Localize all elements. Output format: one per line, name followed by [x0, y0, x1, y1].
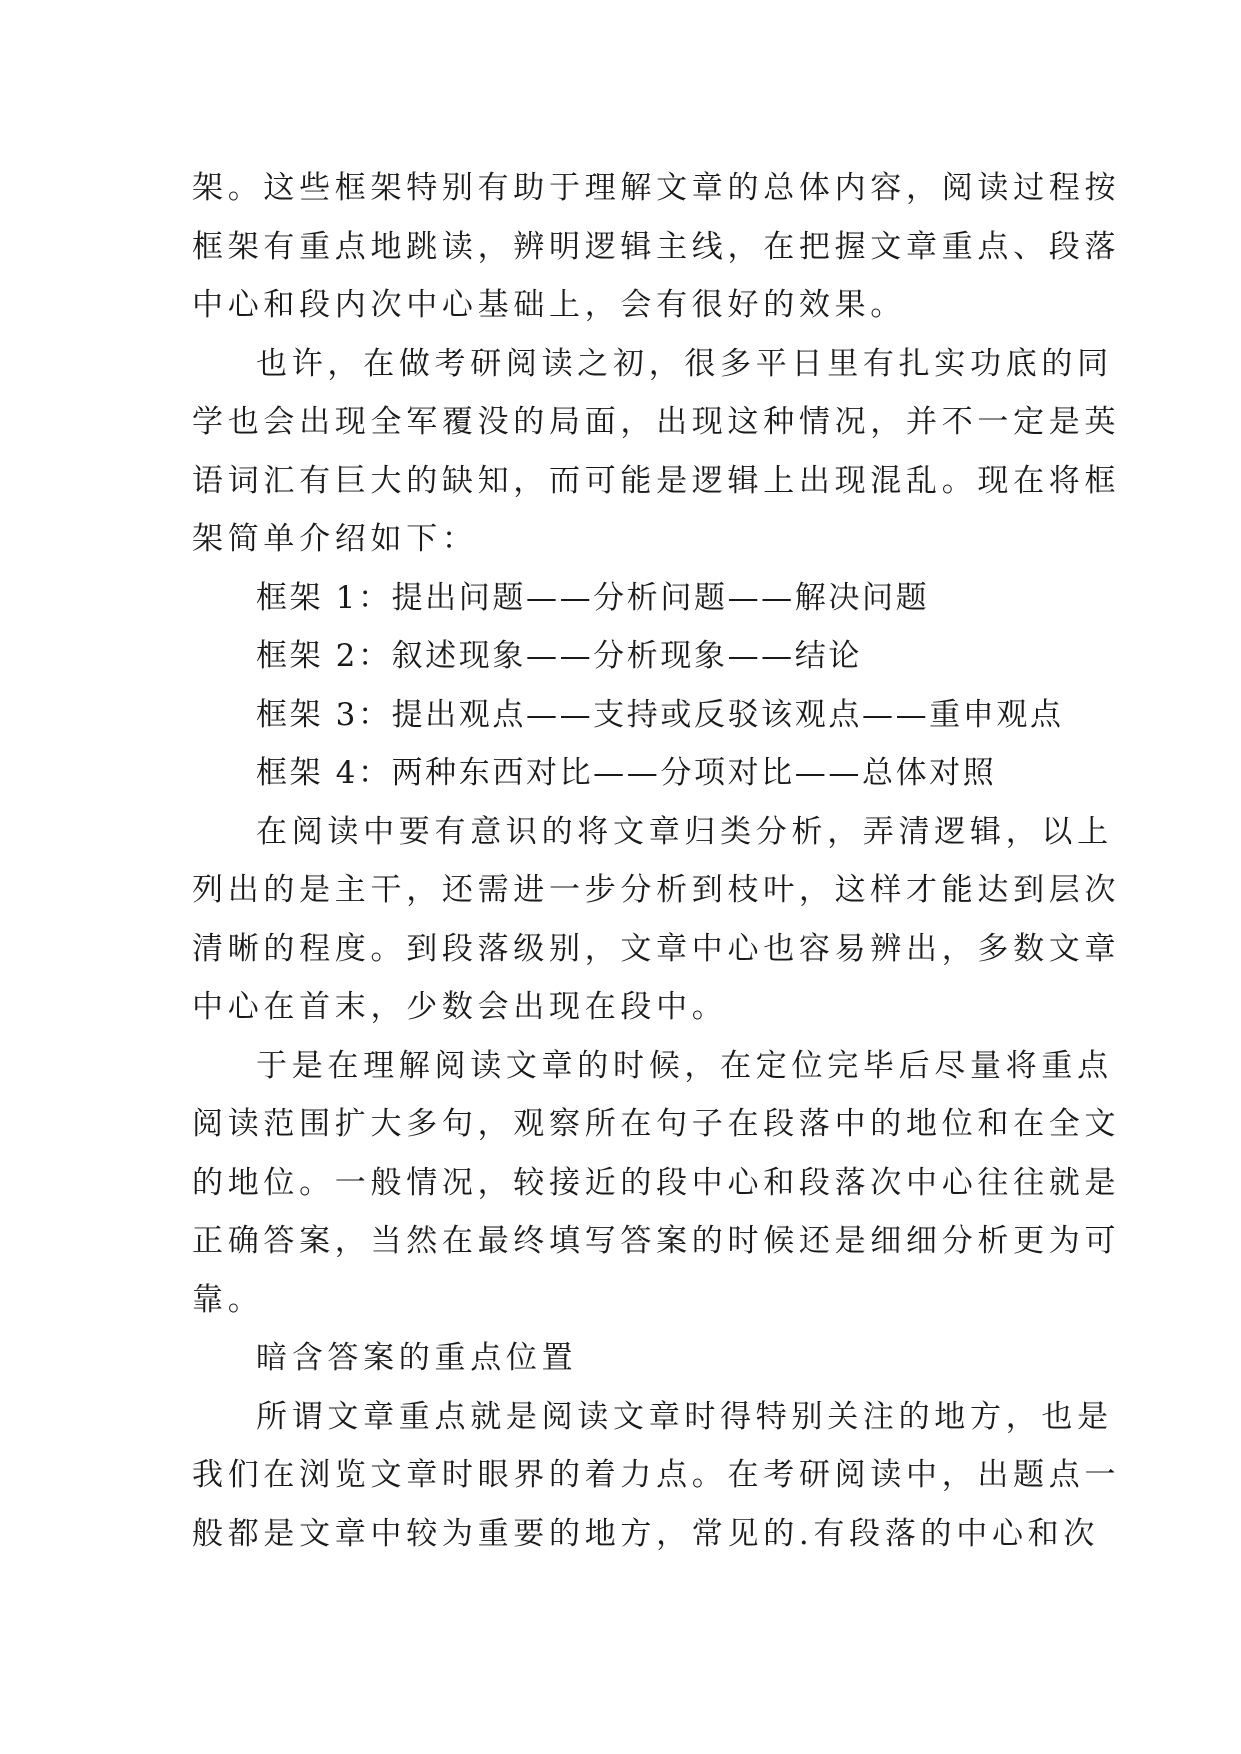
text-line: 清晰的程度。到段落级别，文章中心也容易辨出，多数文章 [192, 931, 1121, 967]
text-line: 语词汇有巨大的缺知，而可能是逻辑上出现混乱。现在将框 [192, 463, 1121, 499]
text-line: 我们在浏览文章时眼界的着力点。在考研阅读中，出题点一 [192, 1457, 1121, 1493]
framework-item: 框架 4：两种东西对比——分项对比——总体对照 [256, 755, 997, 791]
text-line: 的地位。一般情况，较接近的段中心和段落次中心往往就是 [192, 1165, 1121, 1201]
text-line: 架简单介绍如下： [192, 521, 478, 557]
paragraph-first-line: 所谓文章重点就是阅读文章时得特别关注的地方，也是 [256, 1399, 1113, 1435]
paragraph-first-line: 于是在理解阅读文章的时候，在定位完毕后尽量将重点 [256, 1048, 1113, 1084]
text-line: 正确答案，当然在最终填写答案的时候还是细细分析更为可 [192, 1223, 1121, 1259]
paragraph-first-line: 在阅读中要有意识的将文章归类分析，弄清逻辑，以上 [256, 814, 1113, 850]
section-heading: 暗含答案的重点位置 [256, 1340, 578, 1376]
text-line: 列出的是主干，还需进一步分析到枝叶，这样才能达到层次 [192, 872, 1121, 908]
framework-item: 框架 3：提出观点——支持或反驳该观点——重申观点 [256, 697, 1064, 733]
paragraph-first-line: 也许，在做考研阅读之初，很多平日里有扎实功底的同 [256, 346, 1113, 382]
framework-item: 框架 2：叙述现象——分析现象——结论 [256, 638, 862, 674]
text-line: 靠。 [192, 1282, 264, 1318]
text-line: 架。这些框架特别有助于理解文章的总体内容，阅读过程按 [192, 170, 1121, 206]
framework-item: 框架 1：提出问题——分析问题——解决问题 [256, 580, 930, 616]
text-line: 般都是文章中较为重要的地方，常见的.有段落的中心和次 [192, 1516, 1100, 1552]
text-line: 中心和段内次中心基础上，会有很好的效果。 [192, 287, 906, 323]
text-line: 阅读范围扩大多句，观察所在句子在段落中的地位和在全文 [192, 1106, 1121, 1142]
text-line: 学也会出现全军覆没的局面，出现这种情况，并不一定是英 [192, 404, 1121, 440]
text-line: 框架有重点地跳读，辨明逻辑主线，在把握文章重点、段落 [192, 229, 1121, 265]
text-line: 中心在首末，少数会出现在段中。 [192, 989, 728, 1025]
